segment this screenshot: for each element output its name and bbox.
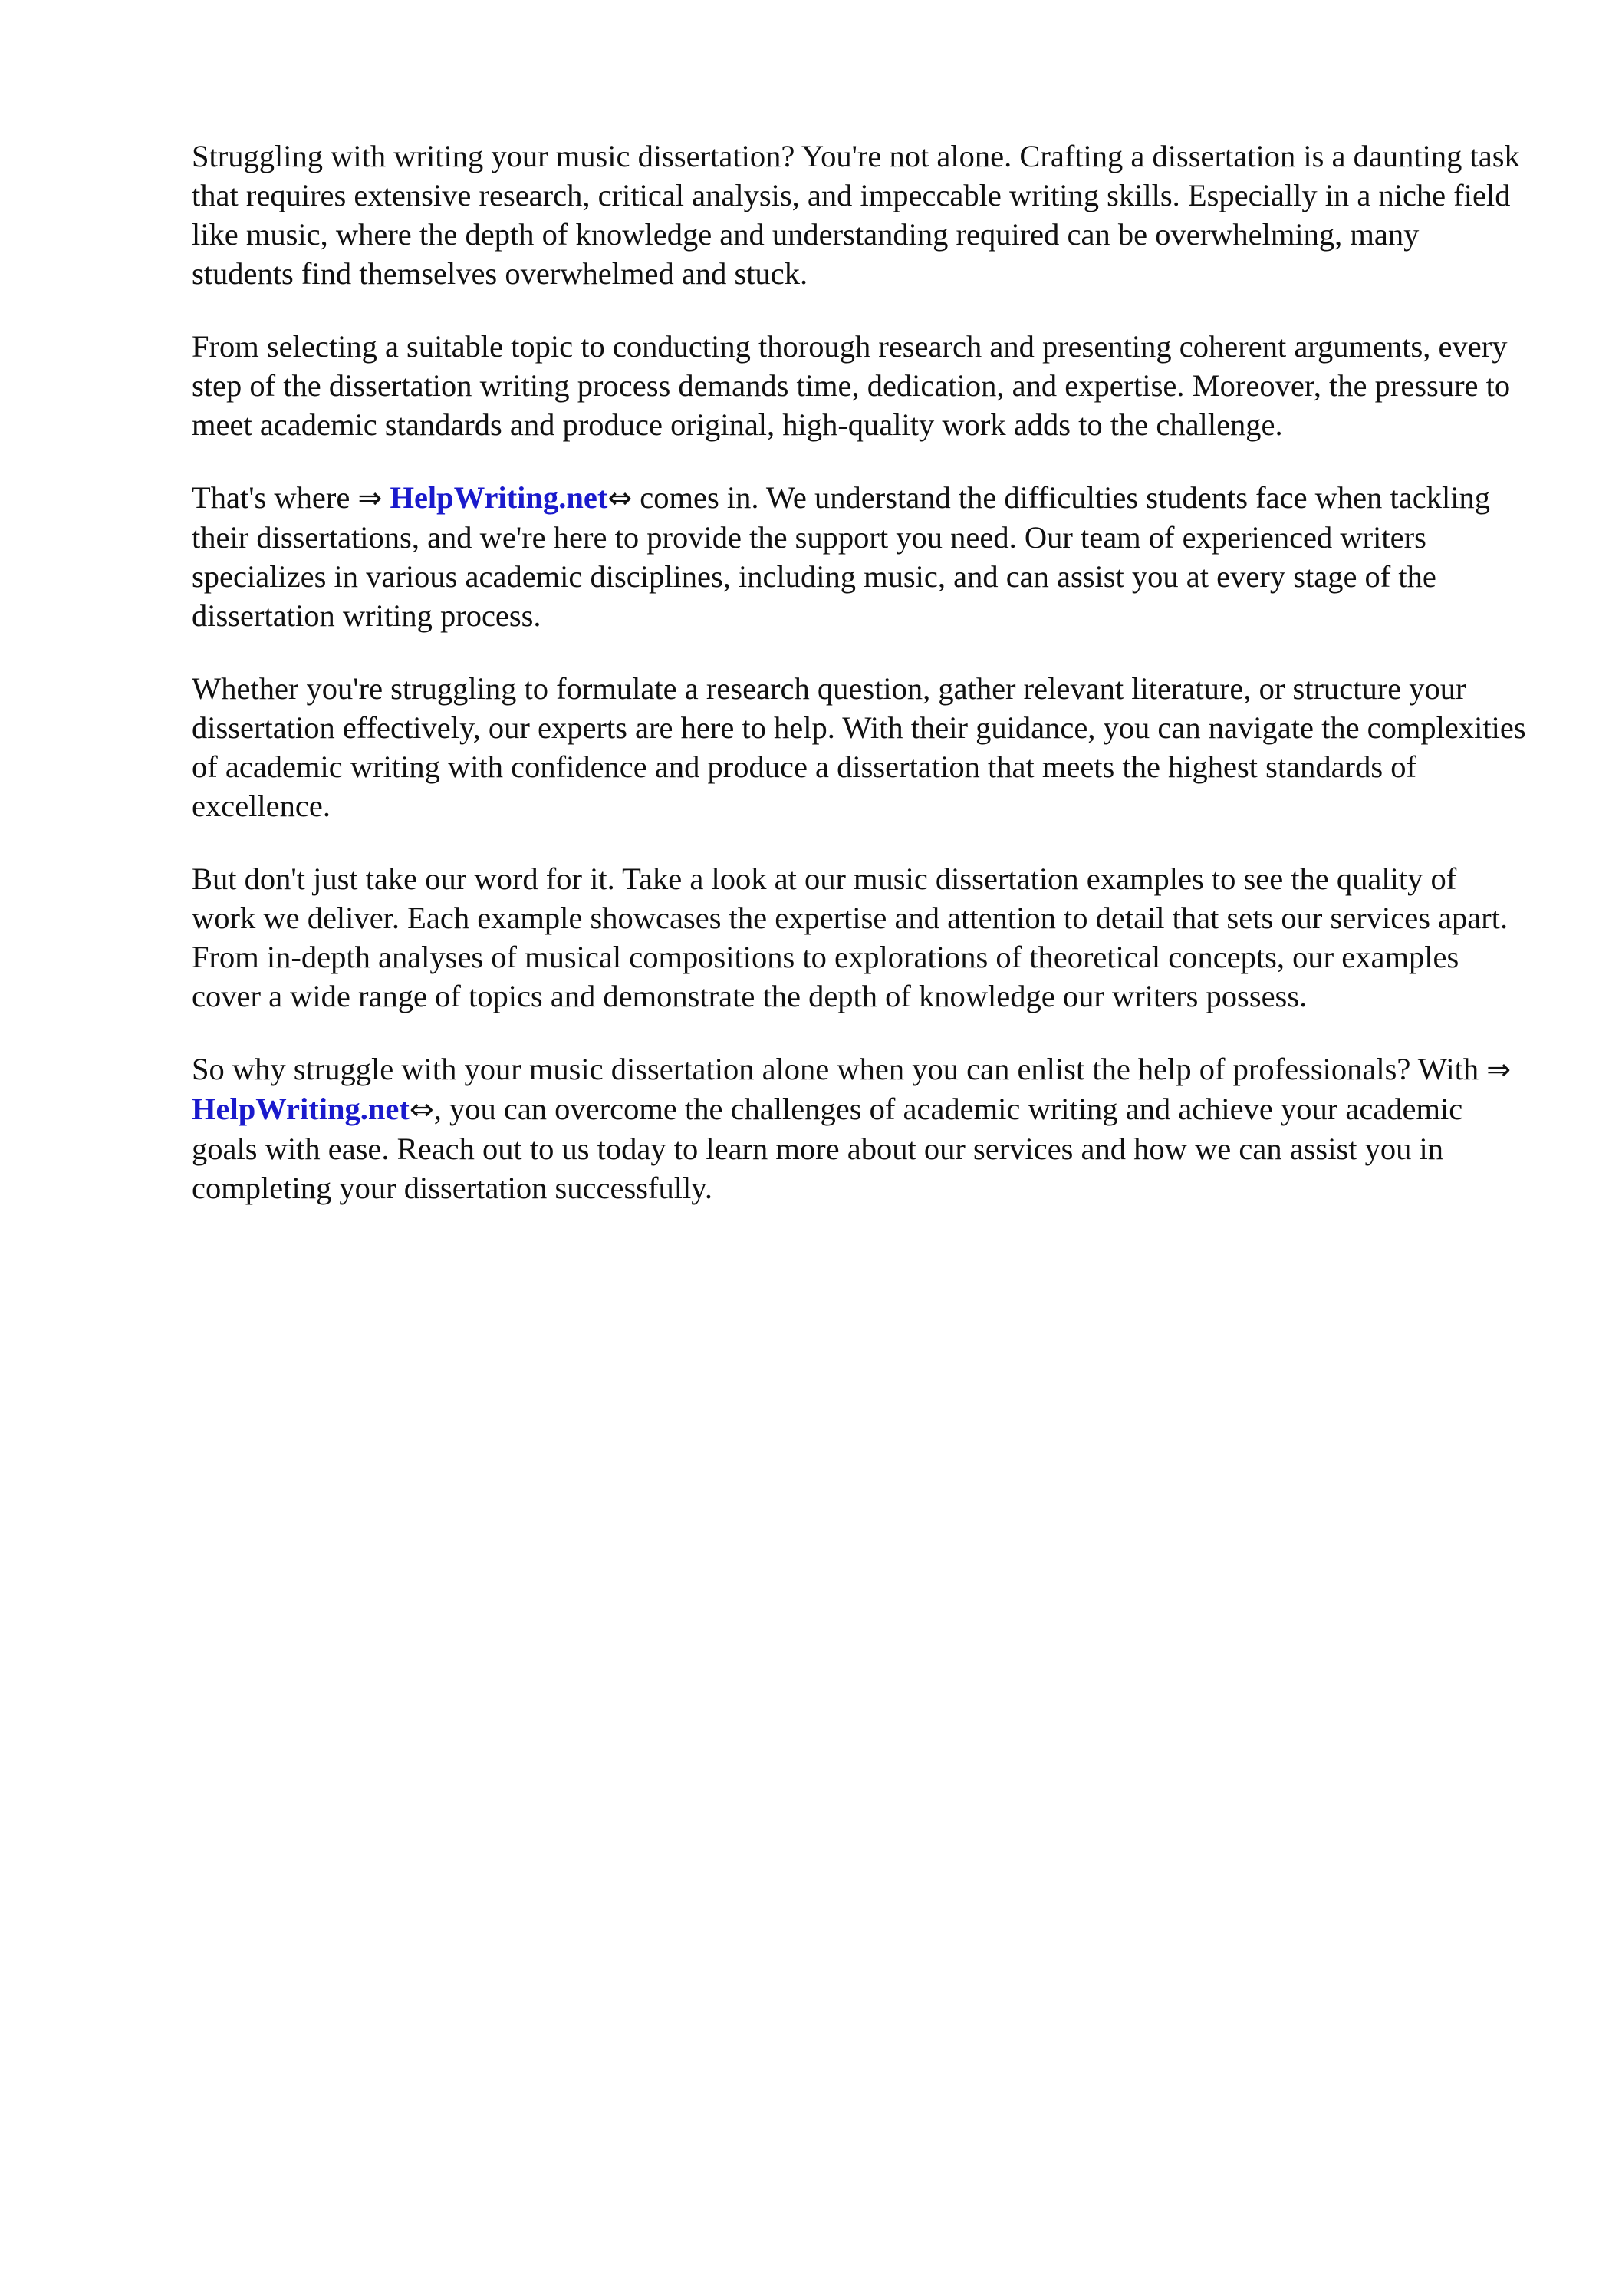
paragraph-text: So why struggle with your music dissertation alone when you can enlist the help of professionals? With <box>192 1052 1487 1086</box>
paragraph-closing <box>192 1049 1526 1207</box>
document-body <box>192 137 1526 1241</box>
right-arrow-icon: ⇒ <box>1486 1052 1512 1086</box>
paragraph-helpwriting <box>192 478 1526 635</box>
paragraph-experts: Whether you're struggling to formulate a research question, gather relevant literature, or structure your dissertation effectively, our experts are here to help. With their guidance, you can navigate the complexities of academic writing with confidence and produce a dissertation that meets the highest standards of excellence. <box>192 671 1526 823</box>
paragraph-text: That's where <box>192 480 358 515</box>
double-arrow-icon: ⇔ <box>607 481 633 515</box>
paragraph-text: comes in. We understand the difficulties students face when tackling their dissertations, and we're here to provide the support you need. Our team of experienced writers specializes in various academic disciplines, including music, and can assist you at every stage of the dissertation writing process. <box>192 480 1490 633</box>
right-arrow-icon: ⇒ <box>357 481 383 515</box>
paragraph-examples: But don't just take our word for it. Take a look at our music dissertation examples to see the quality of work we deliver. Each example showcases the expertise and attention to detail that sets our services apart. From in-depth analyses of musical compositions to explorations of theoretical concepts, our examples cover a wide range of topics and demonstrate the depth of knowledge our writers possess. <box>192 861 1508 1013</box>
paragraph-text: , you can overcome the challenges of academic writing and achieve your academic goals with ease. Reach out to us today to learn more about our services and how we can assist you in completing your dissertation successfully. <box>192 1092 1463 1205</box>
double-arrow-icon: ⇔ <box>409 1092 434 1126</box>
helpwriting-link[interactable]: HelpWriting.net <box>192 1092 410 1126</box>
helpwriting-link[interactable]: HelpWriting.net <box>390 480 608 515</box>
paragraph-intro: Struggling with writing your music dissertation? You're not alone. Crafting a dissertation is a daunting task that requires extensive research, critical analysis, and impeccable writing skills. Especially in a niche field like music, where the depth of knowledge and understanding required can be overwhelming, many students find themselves overwhelmed and stuck. <box>192 139 1520 291</box>
paragraph-process: From selecting a suitable topic to conducting thorough research and presenting coherent arguments, every step of the dissertation writing process demands time, dedication, and expertise. Moreover, the pressure to meet academic standards and produce original, high-quality work adds to the challenge. <box>192 329 1511 442</box>
